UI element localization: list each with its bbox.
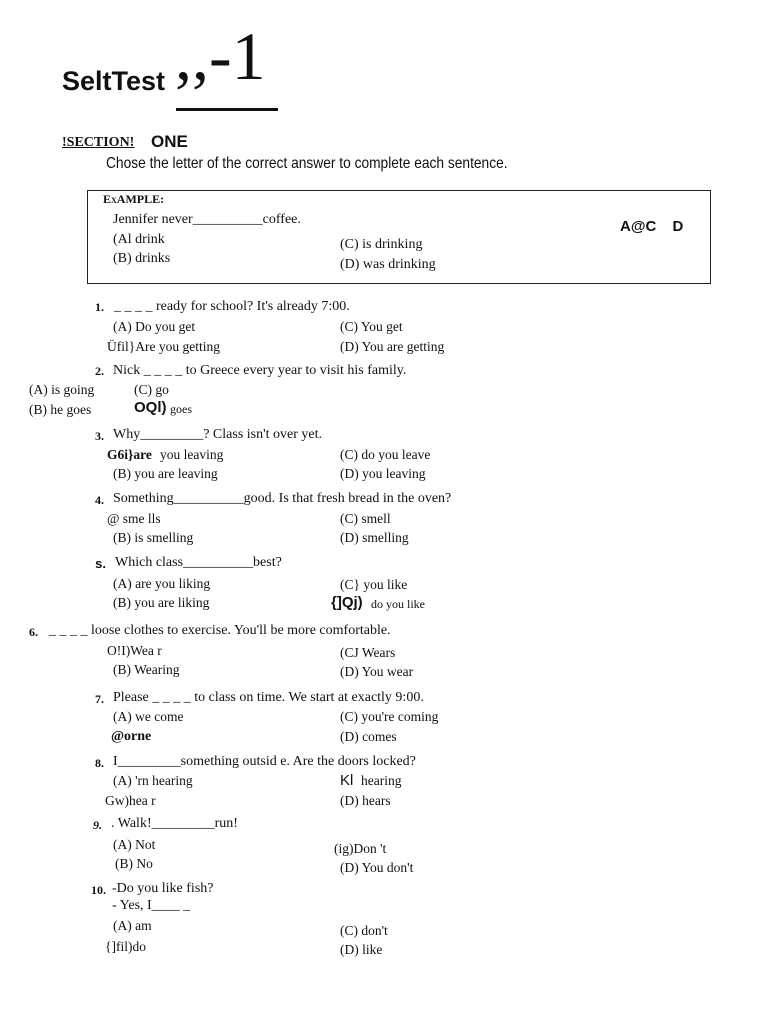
question-number: 1. (95, 300, 104, 314)
option-d-mark: {]Qj) (331, 594, 363, 611)
example-option-d: (D) was drinking (340, 257, 436, 272)
option-b-marked: Gw)hea r (105, 793, 156, 808)
question-text: Please _ _ _ _ to class on time. We start at exactly 9:00. (113, 690, 424, 705)
option-a: (A) are you liking (113, 576, 211, 591)
example-option-a: (Al drink (113, 232, 165, 247)
option-b: (B) Wearing (113, 662, 180, 677)
option-c: (C) You get (340, 319, 403, 334)
option-c: (C) don't (340, 923, 388, 938)
option-a: (A) am (113, 918, 152, 933)
question-number: 8. (95, 756, 104, 770)
title-handwritten-mark: ,,-1 (175, 18, 266, 94)
question-text: . Walk!_________run! (111, 816, 238, 831)
option-b: (B) you are liking (113, 595, 210, 610)
option-b-marked: @orne (111, 729, 152, 744)
option-c: (C) go (134, 382, 169, 397)
option-b-marked: Üfil}Are you getting (107, 339, 220, 354)
option-c-marked: (ig)Don 't (334, 841, 387, 856)
question-text: _ _ _ _ ready for school? It's already 7:00. (114, 299, 350, 314)
option-a: (A) we come (113, 709, 184, 724)
option-a-marked: O!I)Wea r (107, 643, 162, 658)
example-option-c: (C) is drinking (340, 237, 423, 252)
option-c: hearing (361, 773, 402, 788)
option-d: (D) you leaving (340, 466, 426, 481)
option-d: (D) You wear (340, 664, 414, 679)
option-a-mark: G6i}are (107, 447, 152, 462)
option-c: (C) smell (340, 511, 391, 526)
question-number: 7. (95, 692, 104, 706)
option-d-mark: OQl) (134, 399, 167, 416)
option-c: (CJ Wears (340, 645, 396, 660)
question-number: 6. (29, 625, 38, 639)
option-c: (C) do you leave (340, 447, 431, 462)
question-number: 4. (95, 493, 104, 507)
option-d: goes (170, 402, 192, 416)
option-b-marked: {]fil)do (105, 939, 146, 954)
question-text-line-2: - Yes, I____ _ (112, 898, 191, 913)
question-text: Something__________good. Is that fresh bread in the oven? (113, 491, 452, 506)
option-c: (C} you like (340, 577, 408, 592)
question-text: Which class__________best? (115, 555, 282, 570)
question-text: Nick _ _ _ _ to Greece every year to visit his family. (113, 363, 407, 378)
option-a: (A) is going (29, 382, 95, 397)
page-title: SeltTest (62, 66, 166, 96)
title-underline (176, 108, 278, 111)
example-option-b: (B) drinks (113, 251, 171, 266)
option-d: (D) You are getting (340, 339, 445, 354)
question-text: I_________something outsid e. Are the doors locked? (113, 754, 416, 769)
option-b: (B) he goes (29, 402, 92, 417)
option-a: you leaving (160, 447, 224, 462)
option-d: (D) smelling (340, 530, 409, 545)
example-sentence: Jennifer never__________coffee. (113, 212, 301, 227)
question-text: _ _ _ _ loose clothes to exercise. You'll be more comfortable. (49, 623, 391, 638)
option-c: (C) you're coming (340, 709, 439, 724)
question-number: 10. (91, 883, 106, 897)
option-d: (D) like (340, 942, 383, 957)
instructions: Chose the letter of the correct answer to complete each sentence. (106, 155, 508, 172)
option-b: (B) No (115, 856, 153, 871)
section-number-word: ONE (151, 132, 188, 151)
option-a: (A) 'rn hearing (113, 773, 193, 788)
question-number: 2. (95, 364, 104, 378)
option-d: (D) hears (340, 793, 391, 808)
option-d: (D) You don't (340, 860, 414, 875)
option-d: (D) comes (340, 729, 397, 744)
example-heading: ExAMPLE: (103, 192, 165, 206)
option-c-mark: Kl (340, 772, 354, 789)
option-a: (A) Not (113, 837, 156, 852)
option-b: (B) you are leaving (113, 466, 218, 481)
section-label: !SECTION! (62, 135, 135, 150)
option-a: (A) Do you get (113, 319, 196, 334)
question-number: s. (95, 556, 106, 571)
question-text: Why_________? Class isn't over yet. (113, 427, 322, 442)
option-a-marked: @ sme lls (107, 511, 161, 526)
question-text: -Do you like fish? (112, 881, 214, 896)
example-answer: A@C D (620, 218, 684, 235)
question-number: 9. (93, 818, 102, 832)
option-d: do you like (371, 597, 425, 611)
question-number: 3. (95, 429, 104, 443)
option-b: (B) is smelling (113, 530, 194, 545)
